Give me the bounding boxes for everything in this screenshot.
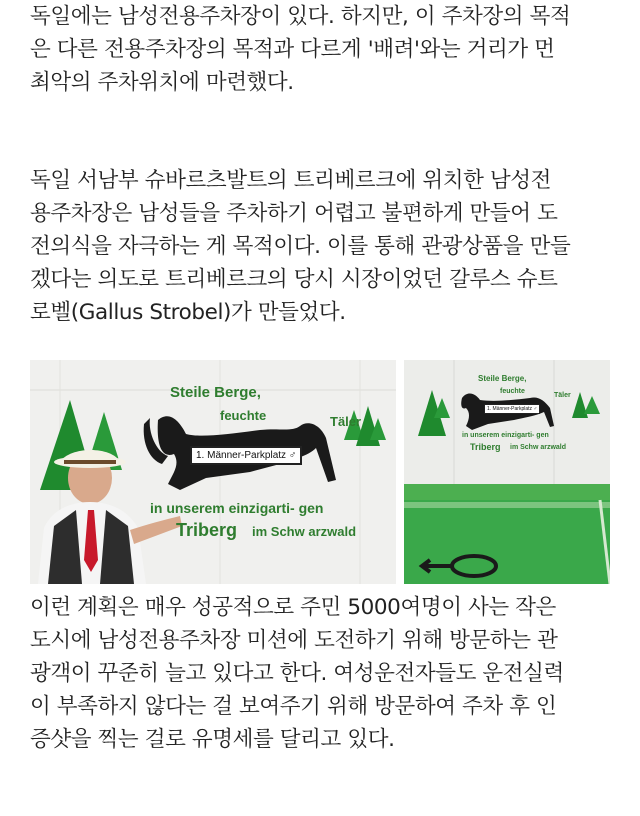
paragraph-line: 광객이 꾸준히 늘고 있다고 한다. 여성운전자들도 운전실력 bbox=[30, 661, 564, 686]
paragraph-line: 겠다는 의도로 트리베르크의 당시 시장이었던 갈루스 슈트 bbox=[30, 267, 558, 292]
article-paragraph-1 bbox=[30, 0, 620, 99]
paragraph-line: 전의식을 자극하는 게 목적이다. 이를 통해 관광상품을 만들 bbox=[30, 234, 571, 259]
paragraph-line: 이 부족하지 않다는 걸 보여주기 위해 방문하여 주차 후 인 bbox=[30, 694, 557, 719]
mural-text: Täler bbox=[554, 392, 571, 399]
parking-plate: 1. Männer-Parkplatz ♂ bbox=[484, 404, 540, 414]
parking-plate: 1. Männer-Parkplatz ♂ bbox=[190, 446, 302, 465]
parking-wall-photo bbox=[30, 360, 396, 584]
paragraph-line: 로벨(Gallus Strobel)가 만들었다. bbox=[30, 300, 346, 325]
mural-text: in unserem einzigarti- gen bbox=[150, 500, 324, 516]
parking-bay-photo bbox=[404, 360, 610, 584]
mural-text: Steile Berge, bbox=[478, 374, 527, 383]
mural-text: feuchte bbox=[500, 388, 525, 395]
mural-text: Triberg bbox=[470, 442, 501, 452]
paragraph-line: 독일 서남부 슈바르츠발트의 트리베르크에 위치한 남성전 bbox=[30, 168, 552, 193]
mural-text: Täler bbox=[330, 414, 362, 429]
paragraph-line: 증샷을 찍는 걸로 유명세를 달리고 있다. bbox=[30, 727, 395, 752]
mural-text: Triberg bbox=[176, 520, 238, 540]
mural-text: im Schw arzwald bbox=[510, 444, 567, 451]
paragraph-line: 용주차장은 남성들을 주차하기 어렵고 불편하게 만들어 도 bbox=[30, 201, 558, 226]
article-paragraph-2 bbox=[30, 164, 620, 329]
paragraph-line: 최악의 주차위치에 마련했다. bbox=[30, 70, 294, 95]
article-paragraph-3 bbox=[30, 591, 620, 756]
paragraph-line: 이런 계획은 매우 성공적으로 주민 5000여명이 사는 작은 bbox=[30, 595, 556, 620]
paragraph-line: 도시에 남성전용주차장 미션에 도전하기 위해 방문하는 관 bbox=[30, 628, 558, 653]
paragraph-line: 은 다른 전용주차장의 목적과 다르게 '배려'와는 거리가 먼 bbox=[30, 37, 555, 62]
mural-text: im Schw arzwald bbox=[252, 524, 357, 539]
mural-text: in unserem einzigarti- gen bbox=[462, 432, 549, 439]
mural-text: feuchte bbox=[220, 408, 267, 423]
mural-text: Steile Berge, bbox=[170, 384, 261, 401]
paragraph-line: 독일에는 남성전용주차장이 있다. 하지만, 이 주차장의 목적 bbox=[30, 4, 571, 29]
